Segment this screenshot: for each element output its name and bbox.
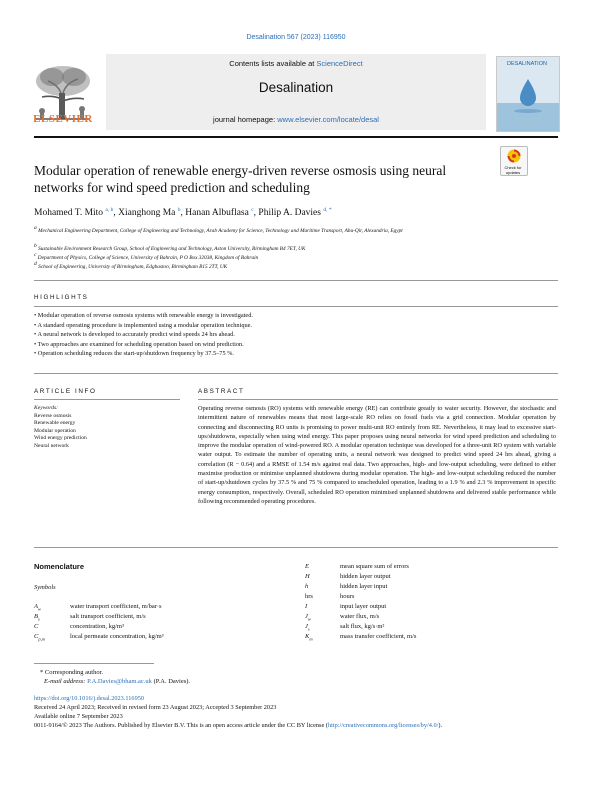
author-name[interactable]: Xianghong Ma xyxy=(118,208,176,219)
author-affiliation-ref[interactable]: a, b xyxy=(105,207,114,213)
email-link[interactable]: P.A.Davies@bham.ac.uk xyxy=(87,678,152,685)
refresh-icon xyxy=(501,147,527,165)
header-rule xyxy=(34,136,558,138)
author-name[interactable]: Hanan Albuflasa xyxy=(185,208,249,219)
contents-prefix: Contents lists available at xyxy=(229,59,317,68)
journal-title: Desalination xyxy=(258,80,334,95)
author-name[interactable]: Philip A. Davies xyxy=(258,208,321,219)
nomenclature-description: hours xyxy=(340,593,355,600)
affiliation: $^a$ Mechanical Engineering Department, College of Engineering and Technology, Arab Academy for Science, Technology and Maritime Transport, Abu-Qir, Alexandria, Egypt xyxy=(34,225,403,234)
nomenclature-description: salt transport coefficient, m/s xyxy=(70,613,146,620)
nomenclature-symbol: h xyxy=(305,583,309,590)
nomenclature-symbol: H xyxy=(305,573,310,580)
nomenclature-symbol: $C_{p,m}$ xyxy=(34,633,45,642)
nomenclature-symbol: I xyxy=(305,603,308,610)
nomenclature-description: mass transfer coefficient, m/s xyxy=(340,633,417,640)
nomenclature-description: input layer output xyxy=(340,603,387,610)
keyword: Renewable energy xyxy=(34,420,76,426)
section-divider xyxy=(34,373,558,374)
keyword: Reverse osmosis xyxy=(34,412,72,419)
nomenclature-description: concentration, kg/m³ xyxy=(70,623,124,630)
received-dates: Received 24 April 2023; Received in revised form 23 August 2023; Accepted 3 September 2023 xyxy=(34,704,277,711)
symbols-label: Symbols xyxy=(34,584,56,591)
nomenclature-heading: Nomenclature xyxy=(34,562,85,571)
list-item: • A neural network is developed to accurately predict wind speeds 24 hrs ahead. xyxy=(34,331,235,338)
affiliation: $^b$ Sustainable Environment Research Group, School of Engineering and Technology, Aston University, Birmingham B4 7ET, UK xyxy=(34,243,306,252)
highlights-list xyxy=(34,311,554,359)
article-info-heading: ARTICLE INFO xyxy=(34,388,97,395)
section-divider xyxy=(34,280,558,281)
section-divider xyxy=(34,547,558,548)
author-affiliation-ref[interactable]: c xyxy=(251,207,254,213)
cover-title: DESALINATION xyxy=(507,61,547,67)
journal-homepage xyxy=(106,115,486,124)
affiliation: $^c$ Department of Physics, College of Science, University of Bahrain, P O Box 32038, Kingdom of Bahrain xyxy=(34,252,259,261)
email-note: E-mail address: P.A.Davies@bham.ac.uk (P.A. Davies). xyxy=(44,678,191,685)
nomenclature-symbol: $B_s$ xyxy=(34,613,40,622)
nomenclature-description: water transport coefficient, m/bar·s xyxy=(70,603,162,610)
water-drop-icon xyxy=(497,57,559,131)
journal-reference[interactable]: Desalination 567 (2023) 116950 xyxy=(246,34,346,41)
journal-cover-thumbnail[interactable] xyxy=(496,56,560,132)
author-affiliation-ref[interactable]: b xyxy=(177,207,181,213)
abstract-heading: ABSTRACT xyxy=(198,388,245,395)
check-for-updates-label: Check for updates xyxy=(504,165,522,175)
nomenclature-symbol: $J_s$ xyxy=(305,623,310,632)
nomenclature-description: hidden layer output xyxy=(340,573,391,580)
keyword: Modular operation xyxy=(34,427,76,434)
list-item: • Two approaches are examined for scheduling operation based on wind prediction. xyxy=(34,340,244,348)
author-list: Mohamed T. Mito $^{a, b}$, Xianghong Ma $^b$, Hanan Albuflasa $^c$, Philip A. Davies $^{d, *}$ xyxy=(34,207,332,219)
nomenclature-description: local permeate concentration, kg/m³ xyxy=(70,633,164,640)
list-item: • A standard operating procedure is implemented using a modular operation technique. xyxy=(34,321,252,329)
nomenclature-symbol: $K_m$ xyxy=(305,633,313,642)
nomenclature-description: salt flux, kg/s·m² xyxy=(340,623,385,630)
nomenclature-symbol: E xyxy=(305,563,309,570)
section-divider xyxy=(34,306,558,307)
nomenclature-symbol: $A_w$ xyxy=(34,603,41,612)
homepage-link[interactable]: www.elsevier.com/locate/desal xyxy=(277,115,379,124)
footnote-rule xyxy=(34,663,154,664)
author-name[interactable]: Mohamed T. Mito xyxy=(34,208,104,219)
section-divider xyxy=(34,399,180,400)
affiliation: $^d$ School of Engineering, University of Birmingham, Edgbaston, Birmingham B15 2TT, UK xyxy=(34,261,228,270)
license-link[interactable]: http://creativecommons.org/licenses/by/4.0/ xyxy=(327,722,439,729)
license-line: 0011-9164/© 2023 The Authors. Published by Elsevier B.V. This is an open access article under the CC BY license (http://creativecommons.org/licenses/by/4.0/). xyxy=(34,722,443,729)
section-divider xyxy=(198,399,558,400)
nomenclature-symbol: C xyxy=(34,623,39,630)
keywords-label: Keywords: xyxy=(34,405,59,411)
publisher-name: ELSEVIER xyxy=(33,113,93,125)
nomenclature-description: hidden layer input xyxy=(340,583,388,590)
online-date: Available online 7 September 2023 xyxy=(34,713,123,720)
author-affiliation-ref[interactable]: d, * xyxy=(323,207,332,213)
nomenclature-description: water flux, m/s xyxy=(340,613,380,620)
keyword: Wind energy prediction xyxy=(34,435,87,441)
doi-link[interactable]: https://doi.org/10.1016/j.desal.2023.116950 xyxy=(34,695,145,702)
keyword: Neural network xyxy=(34,442,69,449)
highlights-heading: HIGHLIGHTS xyxy=(34,294,89,301)
keywords-block xyxy=(34,405,174,450)
corresponding-author-note: * Corresponding author. xyxy=(40,669,104,676)
abstract-text: Operating reverse osmosis (RO) systems with renewable energy (RE) can contribute greatly to water security. However, the stochastic and intermittent nature of renewables means that most large-scale RO relies on fossil fuels via a grid connection. Modular operation by connecting and disconnecting RO units is promising to power multi-unit RO entirely from RE. Nevertheless, it may lead to excessive start-ups/shutdowns, especially when using wind energy. This paper proposes using neural networks for wind speed prediction and scheduling to improve the modular operation of wind-powered RO. A modular operation technique was developed for a three-unit RO system with variable water output. To estimate the number of operating units, a neural network was designed to predict wind speed 24 hrs ahead, giving a correlation (R − 0.64) and a RMSE of 1.54 m/s against real data. Two approaches, high- and low-output scheduling, were defined to either maximise production or minimise unplanned shutdowns during modular operation. The high- and low-output scheduling reduced the number of start-up/shutdown cycles by 37.5 % and 75 % compared to unscheduled operation, leading to a 1.9 % and 2.3 % improvement in specific energy consumption, respectively. Overall, scheduled RO operation minimised unplanned shutdowns and delivered stable performance while following recommended operating procedures. xyxy=(198,405,556,505)
contents-line xyxy=(106,59,486,68)
nomenclature-symbol: hrs xyxy=(305,593,313,600)
article-title: Modular operation of renewable energy-driven reverse osmosis using neural networks for wind speed prediction and scheduling xyxy=(34,163,447,195)
list-item: • Modular operation of reverse osmosis systems with renewable energy is investigated. xyxy=(34,312,253,319)
list-item: • Operation scheduling reduces the start-up/shutdown frequency by 37.5–75 %. xyxy=(34,350,234,357)
nomenclature-description: mean square sum of errors xyxy=(340,563,409,570)
nomenclature-symbol: $J_w$ xyxy=(305,613,311,622)
sciencedirect-link[interactable]: ScienceDirect xyxy=(316,59,363,68)
homepage-prefix: journal homepage: xyxy=(213,115,278,124)
